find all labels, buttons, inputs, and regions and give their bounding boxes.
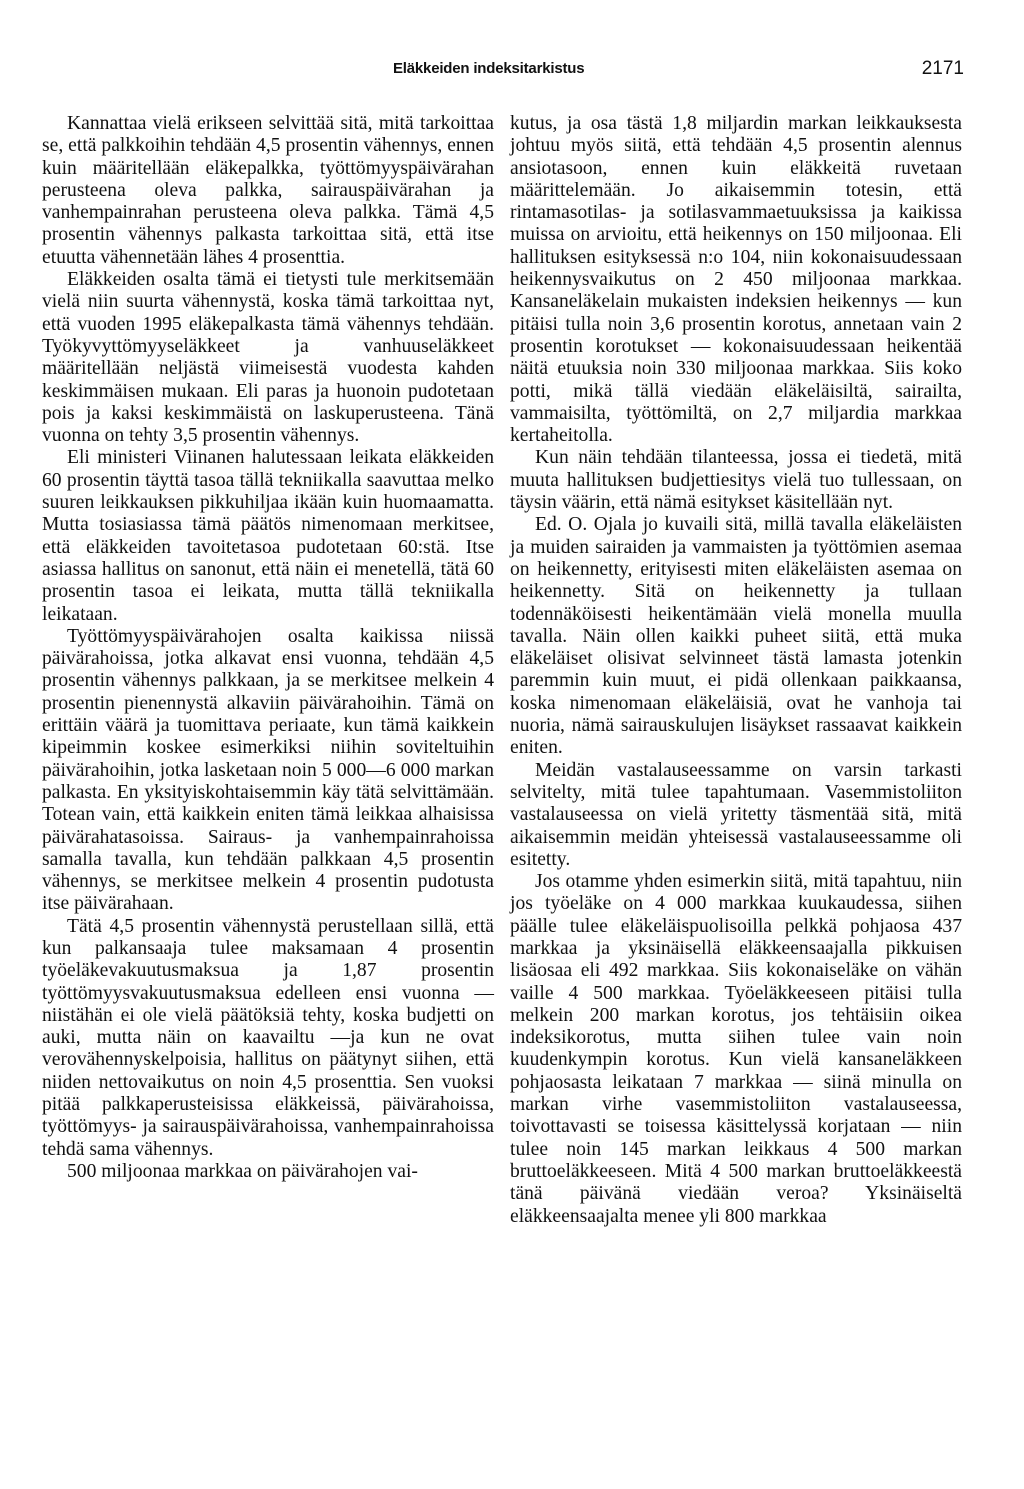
page-number: 2171 bbox=[921, 58, 964, 79]
paragraph: Meidän vastalauseessamme on varsin tarkasti selvitelty, mitä tulee tapahtumaan. Vasemmistoliiton vastalauseessa on vielä yritetty täsmentää sitä, mitä aikaisemmin meidän yhteisessä vastalauseessamme oli esitetty. bbox=[510, 759, 962, 870]
paragraph: kutus, ja osa tästä 1,8 miljardin markan leikkauksesta johtuu myös siitä, että tehdään 4,5 prosentin alennus ansiotasoon, ennen kuin eläkkeitä ruvetaan määrittelemään. Jo aikaisemmin totesin, että rintamasotilas- ja sotilasvammaetuuksissa ja kaikissa muissa on arvioitu, että heikennys on 150 miljoonaa. Eli hallituksen esityksessä n:o 104, niin kokonaisuudessaan heikennysvaikutus on 2 450 miljoonaa markkaa. Kansaneläkelain mukaisten indeksien heikennys — kun pitäisi tulla noin 3,6 prosentin korotus, annetaan vain 2 prosentin korotukset — kokonaisuudessaan heikentää näitä etuuksia noin 330 miljoonaa markkaa. Siis koko potti, mikä tällä viedään eläkeläisiltä, sairailta, vammaisilta, työttömiltä, on 2,7 miljardia markkaa kertaheitolla. bbox=[510, 113, 962, 447]
paragraph: Eli ministeri Viinanen halutessaan leikata eläkkeiden 60 prosentin täyttä tasoa tällä tekniikalla saavuttaa melko suuren leikkauksen pikkuhiljaa ikään kuin huomaamatta. Mutta tosiasiassa tämä päätös nimenomaan merkitsee, että eläkkeiden tavoitetasoa pudotetaan 60:stä. Itse asiassa hallitus on sanonut, että näin ei menetellä, tätä 60 prosentin tasoa ei leikata, mutta tällä tekniikalla leikataan. bbox=[42, 447, 494, 625]
left-column bbox=[42, 113, 494, 1183]
paragraph: Kun näin tehdään tilanteessa, jossa ei tiedetä, mitä muuta hallituksen budjettiesitys vielä tuo tullessaan, on täysin väärin, että nämä esitykset käsitellään nyt. bbox=[510, 447, 962, 514]
paragraph: 500 miljoonaa markkaa on päivärahojen vai- bbox=[67, 1160, 418, 1182]
right-column bbox=[510, 113, 962, 1228]
paragraph: Eläkkeiden osalta tämä ei tietysti tule merkitsemään vielä niin suurta vähennystä, koska tämä tarkoittaa nyt, että vuoden 1995 eläkepalkasta tämä vähennys tehdään. Työkyvyttömyyseläkkeet ja vanhuuseläkkeet määritellään neljästä viimeisestä vuodesta kahden keskimmäisen mukaan. Eli paras ja huonoin pudotetaan pois ja kaksi keskimmäistä on laskuperusteena. Tänä vuonna on tehty 3,5 prosentin vähennys. bbox=[42, 269, 494, 447]
paragraph: Ed. O. Ojala jo kuvaili sitä, millä tavalla eläkeläisten ja muiden sairaiden ja vammaisten ja työttömien asemaa on heikennetty, erityisesti miten eläkeläisten asemaa on heikennetty. Sitä on heikennetty ja tullaan todennäköisesti heikentämään vielä monella muulla tavalla. Näin ollen kaikki puheet siitä, että muka eläkeläiset olisivat selvinneet tästä lamasta jotenkin paremmin kuin muut, ei pidä ollenkaan paikkaansa, koska nimenomaan eläkeläisiä, ovat he vanhoja tai nuoria, nämä sairauskulujen lisäykset rassaavat kaikkein eniten. bbox=[510, 514, 962, 759]
paragraph: Työttömyyspäivärahojen osalta kaikissa niissä päivärahoissa, jotka alkavat ensi vuonna, tehdään 4,5 prosentin vähennys palkkaan, ja se merkitsee melkein 4 prosentin pienennystä alkaviin päivärahoihin. Tämä on erittäin väärä ja tuomittava periaate, kun tämä kaikkein kipeimmin koskee esimerkiksi niihin soviteltuihin päivärahoihin, jotka lasketaan noin 5 000—6 000 markan palkasta. En yksityiskohtaisemmin käy tätä selvittämään. Totean vain, että kaikkein eniten tämä leikkaa alhaisissa päivärahatasoissa. Sairaus- ja vanhempainrahoissa samalla tavalla, kun tehdään palkkaan 4,5 prosentin vähennys, se merkitsee melkein 4 prosentin pudotusta itse päivärahaan. bbox=[42, 625, 494, 915]
paragraph: Kannattaa vielä erikseen selvittää sitä, mitä tarkoittaa se, että palkkoihin tehdään 4,5 prosentin vähennys, ennen kuin määritellään eläkepalkka, työttömyyspäivärahan perusteena oleva palkka, sairauspäivärahan ja vanhempainrahan perusteena oleva palkka. Tämä 4,5 prosentin vähennys palkasta tarkoittaa sitä, että itse etuutta vähennetään lähes 4 prosenttia. bbox=[42, 113, 494, 268]
paragraph: Jos otamme yhden esimerkin siitä, mitä tapahtuu, niin jos työeläke on 4 000 markkaa kuukaudessa, siihen päälle tulee eläkeläispuolisoilla pelkkä pohjaosa 437 markkaa ja yksinäisellä eläkkeensaajalla pikkuisen lisäosaa eli 492 markkaa. Siis kokonaiseläke on vähän vaille 4 500 markkaa. Työeläkkeeseen pitäisi tulla melkein 200 markan korotus, jos tehtäisiin oikea indeksikorotus, mutta siihen tulee vain noin kuudenkympin korotus. Kun vielä kansaneläkkeen pohjaosasta leikataan 7 markkaa — siinä minulla on markan virhe vasemmistoliiton vastalauseessa, toivottavasti se toisessa käsittelyssä korjataan — niin tulee noin 145 markan leikkaus 4 500 markan bruttoeläkkeeseen. Mitä 4 500 markan bruttoeläkkeestä tänä päivänä viedään veroa? Yksinäiseltä eläkkeensaajalta menee yli 800 markkaa bbox=[510, 871, 962, 1227]
running-head: Eläkkeiden indeksitarkistus bbox=[393, 60, 585, 77]
paragraph: Tätä 4,5 prosentin vähennystä perustellaan sillä, että kun palkansaaja tulee maksamaan 4 prosentin työeläkevakuutusmaksua ja 1,87 prosentin työttömyysvakuutusmaksua edelleen ensi vuonna — niistähän ei ole vielä päätöksiä tehty, koska budjetti on auki, mutta näin on kaavailtu —ja kun ne ovat verovähennyskelpoisia, hallitus on päätynyt siihen, että niiden nettovaikutus on noin 4,5 prosenttia. Sen vuoksi pitää palkkaperusteisissa eläkkeissä, päivärahoissa, työttömyys- ja sairauspäivärahoissa, vanhempainrahoissa tehdä sama vähennys. bbox=[42, 915, 494, 1160]
